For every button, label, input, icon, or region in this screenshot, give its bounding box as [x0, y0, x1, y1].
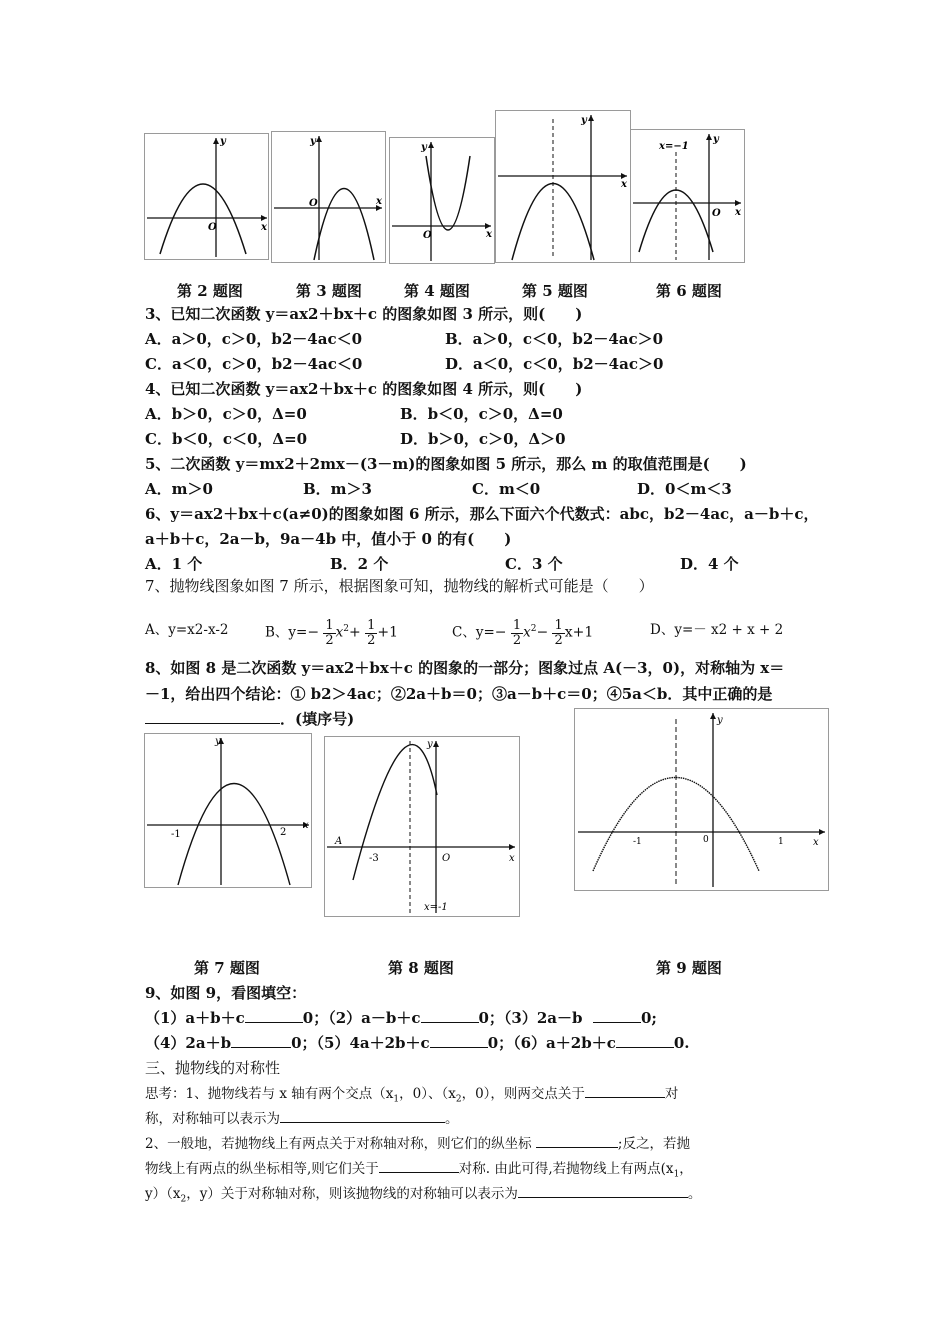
q8-answer-blank[interactable]: [145, 709, 280, 724]
frac-num: 1: [512, 617, 522, 633]
fig8-label-a: A: [335, 836, 343, 847]
q3-option-d[interactable]: D．a＜0，c＜0，b2－4ac＞0: [445, 355, 664, 373]
q6-line1: 6、y＝ax2＋bx＋c(a≠0)的图象如图 6 所示，那么下面六个代数式：abc，b2－4ac，a－b＋c，: [145, 505, 819, 523]
fig8-label-o: O: [442, 853, 451, 864]
y-axis-label: y: [421, 142, 427, 153]
q7-c-minus2: −: [536, 624, 549, 641]
y-axis-label: y: [581, 115, 587, 126]
figure-9: [574, 708, 829, 891]
q7-c-x: x: [523, 624, 531, 641]
origin-label: O: [208, 222, 217, 233]
figure-4: [389, 137, 495, 264]
y-axis-label: y: [427, 739, 433, 750]
q9-blank-5[interactable]: [430, 1033, 488, 1048]
x-axis-label: x: [261, 222, 267, 233]
x-axis-label: x: [303, 820, 309, 831]
fig7-tick-neg1: -1: [171, 829, 181, 840]
origin-label: O: [712, 208, 721, 219]
q5-option-c[interactable]: C．m＜0: [472, 480, 541, 498]
q4-option-c[interactable]: C．b＜0，c＜0，Δ=0: [145, 430, 308, 448]
q7-option-b[interactable]: B、y=− $\frac{1}{2}$ $x^2+$ $\frac{1}{2}$ +1: [265, 617, 398, 648]
q7-b-frac1: [323, 619, 335, 648]
think2-blank-1[interactable]: [536, 1133, 618, 1148]
q3-option-b[interactable]: B．a＞0，c＜0，b2－4ac＞0: [445, 330, 664, 348]
q7-b-prefix: B、y=: [265, 624, 308, 641]
fig8-label-neg3: -3: [369, 853, 379, 864]
think1-c: ，0），则两交点关于: [461, 1086, 585, 1102]
fig7-tick-2: 2: [280, 827, 287, 838]
caption-fig6: 第 6 题图: [656, 282, 722, 300]
q9-item3-label: 0；（3）2a－b: [478, 1009, 583, 1027]
figure-6: [630, 129, 745, 263]
q5-option-a[interactable]: A．m＞0: [145, 480, 213, 498]
think2-f: y）（x: [145, 1186, 181, 1202]
q9-item5-label: 0；（5）4a＋2b＋c: [291, 1034, 430, 1052]
frac-den: 2: [367, 632, 376, 648]
think1-e: 称，对称轴可以表示为: [145, 1111, 280, 1127]
q9-stem: 9、如图 9，看图填空：: [145, 984, 307, 1002]
q7-c-prefix: C、y=: [452, 624, 495, 641]
q9-blank-4[interactable]: [231, 1033, 291, 1048]
x-axis-label: x: [376, 196, 382, 207]
q7-c-frac2: [552, 619, 564, 648]
think1-blank-1[interactable]: [585, 1083, 665, 1098]
think1-a: 思考：1、抛物线若与 x 轴有两个交点（x: [145, 1086, 394, 1102]
q4-stem: 4、已知二次函数 y＝ax2＋bx＋c 的图象如图 4 所示，则( ): [145, 380, 583, 398]
figure-5: [495, 110, 631, 263]
think2-d: 对称. 由此可得,若抛物线上有两点(x: [458, 1161, 674, 1177]
sub-1: 1: [673, 1169, 680, 1180]
fig6-axis-label: x=−1: [659, 141, 689, 152]
think1-b: ，0）、（x: [399, 1086, 456, 1102]
q4-option-b[interactable]: B．b＜0，c＞0，Δ=0: [400, 405, 563, 423]
q7-b-plus: +: [349, 624, 361, 641]
q7-c-frac1: [511, 619, 523, 648]
think2-line2: [145, 1158, 693, 1185]
frac-num: 1: [367, 617, 376, 633]
q9-item6-end: 0.: [673, 1034, 690, 1052]
frac-num: 1: [325, 617, 334, 633]
q9-blank-3[interactable]: [593, 1008, 641, 1023]
fig9-tick-1: 1: [778, 837, 784, 847]
q7-option-d[interactable]: D、y=－ x2 + x + 2: [650, 622, 784, 638]
think1-line2: [145, 1108, 459, 1129]
q7-c-tail: x+1: [564, 624, 594, 641]
figure-3: [271, 131, 386, 263]
q9-item2-label: 0；（2）a－b＋c: [302, 1009, 421, 1027]
q6-line2: a＋b＋c，2a－b，9a－4b 中，值小于 0 的有( ): [145, 530, 512, 548]
think1-blank-2[interactable]: [280, 1108, 445, 1123]
y-axis-label: y: [215, 736, 221, 747]
sub-1: 1: [393, 1094, 400, 1105]
sub-2: 2: [180, 1194, 187, 1205]
frac-den: 2: [554, 632, 563, 648]
q7-b-x: x: [335, 624, 344, 641]
caption-fig5: 第 5 题图: [522, 282, 588, 300]
caption-fig7: 第 7 题图: [194, 959, 260, 977]
fig9-tick-0: 0: [703, 835, 709, 845]
q9-item1-label: （1）a＋b＋c: [145, 1009, 245, 1027]
q9-item4-label: （4）2a＋b: [145, 1034, 232, 1052]
think2-line3: [145, 1183, 701, 1210]
q7-b-frac2: [365, 619, 377, 648]
q7-option-c[interactable]: C、y=− $\frac{1}{2}$ $x^2-$ $\frac{1}{2}$ x+1: [452, 617, 594, 648]
think2-blank-3[interactable]: [518, 1183, 688, 1198]
figure-7: [144, 733, 312, 888]
x-axis-label: x: [735, 207, 741, 218]
think1-d: 对: [664, 1086, 679, 1102]
q5-option-b[interactable]: B．m＞3: [303, 480, 372, 498]
q6-option-c[interactable]: C．3 个: [505, 555, 563, 573]
q7-c-minus: −: [494, 624, 507, 641]
x-axis-label: x: [486, 229, 492, 240]
q9-item6-label: 0；（6）a＋2b＋c: [487, 1034, 616, 1052]
y-axis-label: y: [310, 136, 316, 147]
think2-e: ，: [679, 1161, 693, 1177]
q9-blank-6[interactable]: [616, 1033, 674, 1048]
frac-den: 2: [325, 632, 334, 648]
q8-line2: －1，给出四个结论：① b2＞4ac；②2a＋b＝0；③a－b＋c＝0；④5a＜b．其中正确的是: [145, 685, 773, 703]
caption-fig2: 第 2 题图: [177, 282, 243, 300]
x-axis-label: x: [509, 853, 515, 864]
q7-stem: 7、抛物线图象如图 7 所示，根据图象可知，抛物线的解析式可能是（ ）: [145, 577, 654, 595]
caption-fig9: 第 9 题图: [656, 959, 722, 977]
think2-b: ;反之，若抛: [617, 1136, 690, 1152]
q5-stem: 5、二次函数 y＝mx2＋2mx－(3－m)的图象如图 5 所示，那么 m 的取值范围是( ): [145, 455, 747, 473]
q9-item3-end: 0;: [640, 1009, 657, 1027]
frac-den: 2: [512, 632, 522, 648]
q9-row1: [145, 1008, 657, 1028]
sub-2: 2: [455, 1094, 462, 1105]
q8-line3: [145, 709, 354, 729]
think2-c: 物线上有两点的纵坐标相等,则它们关于: [145, 1161, 379, 1177]
x-axis-label: x: [621, 179, 627, 190]
q9-blank-2[interactable]: [421, 1008, 479, 1023]
think2-blank-2[interactable]: [379, 1158, 459, 1173]
q3-option-c[interactable]: C．a＜0，c＞0，b2－4ac＜0: [145, 355, 363, 373]
q6-option-d[interactable]: D．4 个: [680, 555, 739, 573]
fig8-label-axis: x=-1: [424, 902, 448, 913]
y-axis-label: y: [220, 136, 226, 147]
q6-option-a[interactable]: A．1 个: [145, 555, 203, 573]
think2-line1: [145, 1133, 690, 1154]
think2-a: 2、一般地，若抛物线上有两点关于对称轴对称，则它们的纵坐标: [145, 1136, 532, 1152]
q9-row2: [145, 1033, 690, 1053]
y-axis-label: y: [717, 715, 723, 726]
think2-h: 。: [687, 1186, 702, 1202]
q3-stem: 3、已知二次函数 y＝ax2＋bx＋c 的图象如图 3 所示，则( ): [145, 305, 583, 323]
origin-label: O: [309, 198, 318, 209]
q9-blank-1[interactable]: [245, 1008, 303, 1023]
q7-b-tail: +1: [377, 624, 398, 641]
q6-option-b[interactable]: B．2 个: [330, 555, 389, 573]
fig9-tick-neg1: -1: [633, 837, 642, 847]
q4-option-a[interactable]: A．b＞0，c＞0，Δ=0: [145, 405, 307, 423]
section3-title: 三、抛物线的对称性: [145, 1059, 281, 1077]
q7-option-a[interactable]: A、y=x2-x-2: [145, 622, 229, 638]
frac-num: 1: [554, 617, 563, 633]
figure-8: [324, 736, 520, 917]
think1-f: 。: [445, 1111, 459, 1127]
q7-b-minus: −: [307, 624, 320, 641]
caption-fig8: 第 8 题图: [388, 959, 454, 977]
q8-line1: 8、如图 8 是二次函数 y＝ax2＋bx＋c 的图象的一部分；图象过点 A(－3，0)，对称轴为 x＝: [145, 659, 785, 677]
caption-fig4: 第 4 题图: [404, 282, 470, 300]
x-axis-label: x: [813, 837, 819, 848]
origin-label: O: [423, 230, 432, 241]
y-axis-label: y: [713, 134, 719, 145]
think2-g: ，y）关于对称轴对称，则该抛物线的对称轴可以表示为: [186, 1186, 518, 1202]
q5-option-d[interactable]: D．0＜m＜3: [637, 480, 732, 498]
figure-2: [144, 133, 269, 260]
q4-option-d[interactable]: D．b＞0，c＞0，Δ＞0: [400, 430, 566, 448]
think1-line1: [145, 1083, 678, 1110]
caption-fig3: 第 3 题图: [296, 282, 362, 300]
q3-option-a[interactable]: A．a＞0，c＞0，b2－4ac＜0: [145, 330, 363, 348]
q8-line3-text: ．(填序号): [280, 710, 355, 728]
